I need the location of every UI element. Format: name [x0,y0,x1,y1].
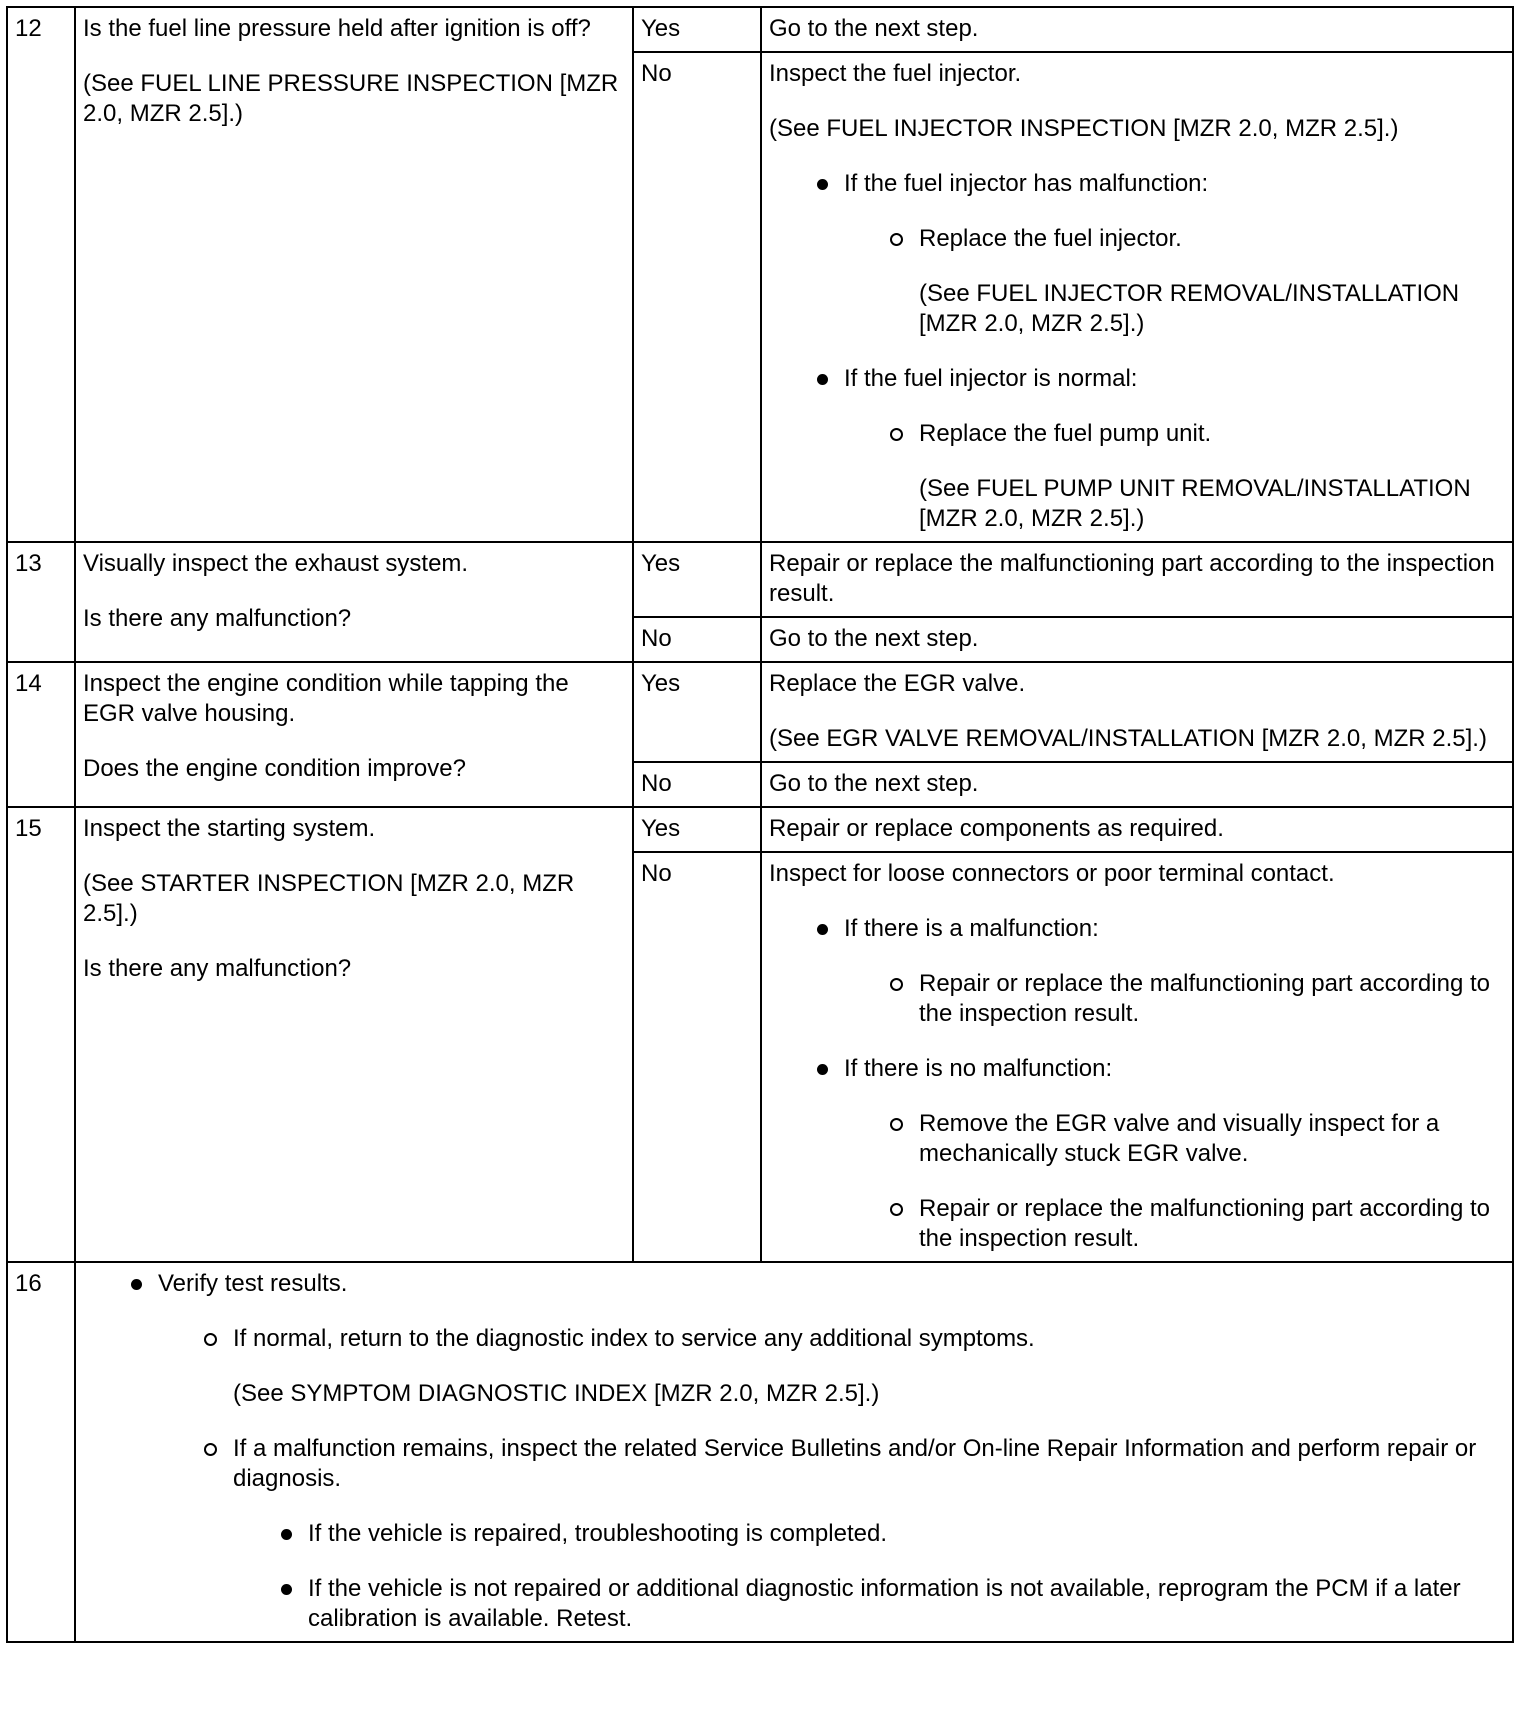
action-yes: Repair or replace the malfunctioning part according to the inspection result. [761,542,1513,617]
diagnostic-page [6,6,1514,1708]
table-row [7,542,1513,617]
action-no: Go to the next step. [761,762,1513,807]
step-question: Inspect the engine condition while tapping the EGR valve housing. Does the engine condition improve? [75,662,633,807]
bullet-item: If there is a malfunction: [769,914,1505,944]
step-question: Is the fuel line pressure held after ignition is off? (See FUEL LINE PRESSURE INSPECTION [MZR 2.0, MZR 2.5].) [75,7,633,542]
sub-bullet-item: Repair or replace the malfunctioning part according to the inspection result. [769,969,1505,1029]
diagnostic-table [6,6,1514,1643]
bullet-item: If the fuel injector has malfunction: [769,169,1505,199]
answer-no: No [633,852,761,1262]
answer-no: No [633,762,761,807]
sub-bullet-item: Repair or replace the malfunctioning part according to the inspection result. [769,1194,1505,1254]
step-number: 16 [7,1262,75,1642]
action-no: Inspect for loose connectors or poor terminal contact. If there is a malfunction: Repair or replace the malfunctioning part according to the inspection result. If there is no malfunction: Remove the EGR valve and visually inspect for a mechanically stuck EGR valve. Repair or replace the malfunctioning part according to the inspection result. [761,852,1513,1262]
sub-sub-bullet-item: If the vehicle is not repaired or additional diagnostic information is not available, reprogram the PCM if a later calibration is available. Retest. [83,1574,1505,1634]
answer-yes: Yes [633,7,761,52]
action-no: Go to the next step. [761,617,1513,662]
step-number: 12 [7,7,75,542]
step-question: Visually inspect the exhaust system. Is there any malfunction? [75,542,633,662]
table-row [7,7,1513,52]
table-row [7,1262,1513,1642]
answer-no: No [633,52,761,542]
answer-yes: Yes [633,542,761,617]
action-no: Inspect the fuel injector. (See FUEL INJECTOR INSPECTION [MZR 2.0, MZR 2.5].) If the fuel injector has malfunction: Replace the fuel injector. (See FUEL INJECTOR REMOVAL/INSTALLATION [MZR 2.0, MZR 2.5].) If the fuel injector is normal: Replace the fuel pump unit. (See FUEL PUMP UNIT REMOVAL/INSTALLATION [MZR 2.0, MZR 2.5].) [761,52,1513,542]
sub-sub-bullet-item: If the vehicle is repaired, troubleshooting is completed. [83,1519,1505,1549]
answer-no: No [633,617,761,662]
sub-bullet-item: Remove the EGR valve and visually inspect for a mechanically stuck EGR valve. [769,1109,1505,1169]
step-number: 14 [7,662,75,807]
step-final-content: Verify test results. If normal, return to the diagnostic index to service any additional symptoms. (See SYMPTOM DIAGNOSTIC INDEX [MZR 2.0, MZR 2.5].) If a malfunction remains, inspect the related Service Bulletins and/or On-line Repair Information and perform repair or diagnosis. If the vehicle is repaired, troubleshooting is completed. If the vehicle is not repaired or additional diagnostic information is not available, reprogram the PCM if a later calibration is available. Retest. [75,1262,1513,1642]
bullet-item: Verify test results. [83,1269,1505,1299]
table-row [7,662,1513,762]
bullet-item: If there is no malfunction: [769,1054,1505,1084]
sub-bullet-item: If normal, return to the diagnostic index to service any additional symptoms. [83,1324,1505,1354]
step-number: 15 [7,807,75,1262]
bullet-item: If the fuel injector is normal: [769,364,1505,394]
answer-yes: Yes [633,807,761,852]
step-question: Inspect the starting system. (See STARTER INSPECTION [MZR 2.0, MZR 2.5].) Is there any malfunction? [75,807,633,1262]
answer-yes: Yes [633,662,761,762]
sub-bullet-item: Replace the fuel injector. [769,224,1505,254]
step-number: 13 [7,542,75,662]
action-yes: Replace the EGR valve. (See EGR VALVE REMOVAL/INSTALLATION [MZR 2.0, MZR 2.5].) [761,662,1513,762]
action-yes: Repair or replace components as required. [761,807,1513,852]
sub-bullet-item: Replace the fuel pump unit. [769,419,1505,449]
table-row [7,807,1513,852]
sub-bullet-item: If a malfunction remains, inspect the related Service Bulletins and/or On-line Repair Information and perform repair or diagnosis. [83,1434,1505,1494]
action-yes: Go to the next step. [761,7,1513,52]
